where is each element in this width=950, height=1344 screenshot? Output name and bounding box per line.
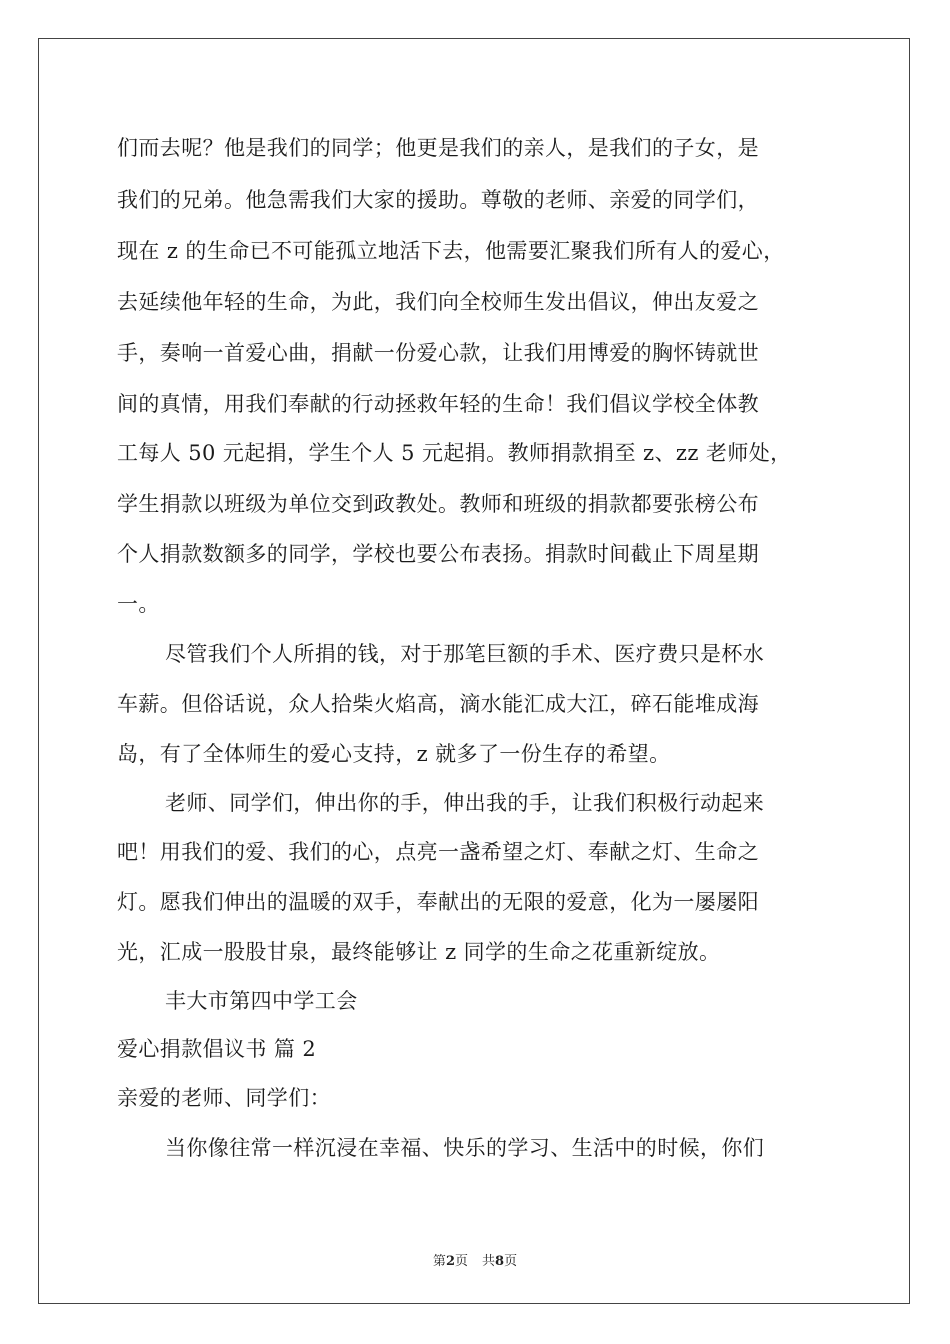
body-line: 间的真情，用我们奉献的行动拯救年轻的生命！我们倡议学校全体教 xyxy=(117,392,759,416)
body-line: 灯。愿我们伸出的温暖的双手，奉献出的无限的爱意，化为一屡屡阳 xyxy=(117,890,759,914)
body-line: 去延续他年轻的生命，为此，我们向全校师生发出倡议，伸出友爱之 xyxy=(117,290,759,314)
body-line: 一。 xyxy=(117,592,160,616)
body-line: 当你像往常一样沉浸在幸福、快乐的学习、生活中的时候，你们 xyxy=(165,1136,765,1160)
page-footer xyxy=(0,1250,950,1269)
body-line: 工每人 50 元起捐，学生个人 5 元起捐。教师捐款捐至 z、zz 老师处， xyxy=(117,441,792,465)
total-prefix: 共 xyxy=(482,1254,496,1269)
body-line: 我们的兄弟。他急需我们大家的援助。尊敬的老师、亲爱的同学们， xyxy=(117,188,759,212)
salutation: 亲爱的老师、同学们： xyxy=(117,1086,331,1110)
page-number: 2 xyxy=(445,1254,455,1269)
total-pages: 8 xyxy=(495,1254,505,1269)
body-line: 吧！用我们的爱、我们的心，点亮一盏希望之灯、奉献之灯、生命之 xyxy=(117,840,759,864)
body-line: 车薪。但俗话说，众人拾柴火焰高，滴水能汇成大江，碎石能堆成海 xyxy=(117,692,759,716)
page-suffix: 页 xyxy=(454,1254,468,1269)
body-line: 学生捐款以班级为单位交到政教处。教师和班级的捐款都要张榜公布 xyxy=(117,492,759,516)
body-line: 们而去呢？他是我们的同学；他更是我们的亲人，是我们的子女，是 xyxy=(117,136,759,160)
body-line: 岛，有了全体师生的爱心支持，z 就多了一份生存的希望。 xyxy=(117,742,671,766)
body-line: 个人捐款数额多的同学，学校也要公布表扬。捐款时间截止下周星期 xyxy=(117,542,759,566)
body-line: 现在 z 的生命已不可能孤立地活下去，他需要汇聚我们所有人的爱心， xyxy=(117,239,785,263)
body-line: 手，奏响一首爱心曲，捐献一份爱心款，让我们用博爱的胸怀铸就世 xyxy=(117,341,759,365)
total-suffix: 页 xyxy=(504,1254,518,1269)
page-prefix: 第 xyxy=(432,1254,446,1269)
section-title: 爱心捐款倡议书 篇 2 xyxy=(117,1037,317,1061)
page-border xyxy=(38,38,910,1304)
body-line: 老师、同学们，伸出你的手，伸出我的手，让我们积极行动起来 xyxy=(165,791,765,815)
body-line: 尽管我们个人所捐的钱，对于那笔巨额的手术、医疗费只是杯水 xyxy=(165,642,765,666)
body-line: 光，汇成一股股甘泉，最终能够让 z 同学的生命之花重新绽放。 xyxy=(117,940,721,964)
signature-line: 丰大市第四中学工会 xyxy=(165,989,358,1013)
